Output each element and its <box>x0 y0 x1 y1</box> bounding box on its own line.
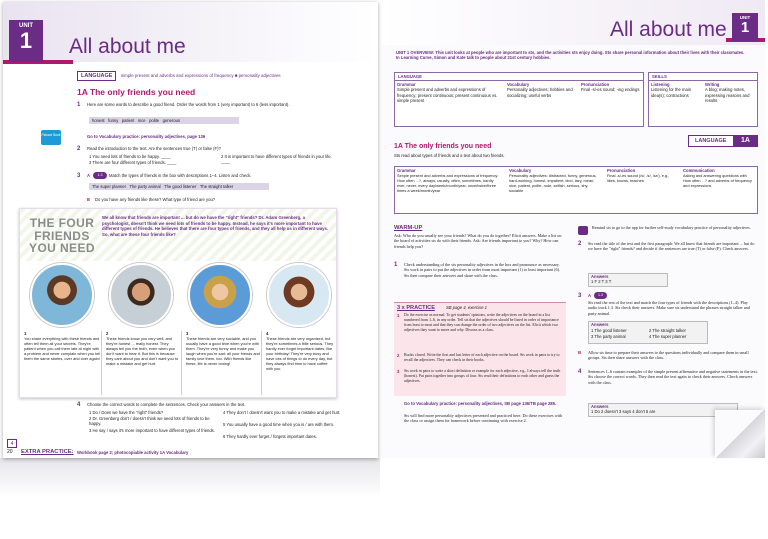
adjective-word: patient <box>121 118 135 123</box>
answer-item: 1 The good listener <box>591 328 627 333</box>
description-number: 2 <box>106 331 109 336</box>
step-4-number: 4 <box>578 369 582 375</box>
practice-item-text: Books closed. Write the first and last letter of each adjective on the board. Sts work in pairs to try to recall the adjectives. They can check in their books. <box>404 353 560 362</box>
adjective-word: nice <box>137 118 146 123</box>
unit-label: UNIT <box>19 23 33 29</box>
practice-box <box>394 302 566 396</box>
step-1-text: Check understanding of the six personality adjectives in the box and pronounce as necessary. Sts work in pairs to put the adjectives in order from most important (1) to least important (6). Sts then compare their answers and share with the class. <box>404 262 561 278</box>
reading-panel <box>19 208 337 398</box>
audio-track-button[interactable]: 1.3 <box>93 172 107 179</box>
app-reminder: Remind sts to go to the app for further self-study vocabulary practice of personality adjectives. <box>592 225 751 230</box>
language-grid <box>394 166 758 214</box>
warmup-title: WARM-UP <box>394 225 423 231</box>
grid-text: Personality adjectives: distracted, funny, generous, hard-working, honest, impatient, kind, lazy, mean, nice, patient, polite, rude, selfish, serious, shy, sociable <box>509 173 597 194</box>
exercise-4-instructions: Choose the correct words to complete the sentences. Check your answers in the text. <box>87 402 246 407</box>
grid-heading: Pronunciation <box>607 168 636 173</box>
exercise-2-item: 2 It is important to have different types of friends in your life. ____ <box>221 154 332 165</box>
language-col <box>581 82 641 93</box>
teacher-page <box>382 0 765 458</box>
page-shadow <box>0 458 380 498</box>
page-title: All about me <box>610 18 727 41</box>
grid-cell <box>395 167 505 194</box>
grid-cell <box>507 167 603 194</box>
exercise-2-number: 2 <box>77 146 81 152</box>
exercise-4-item: 2 Dr. Greenberg don't / doesn't think we need lots of friends to be happy. <box>89 416 210 427</box>
language-table-header: LANGUAGE <box>395 73 643 81</box>
step-3-number: 3 <box>578 293 582 299</box>
grid-heading: Vocabulary <box>509 168 532 173</box>
exercise-3b-instructions: Do you have any friends like these? What type of friend are you? <box>95 197 216 202</box>
section-title: 1A The only friends you need <box>394 143 492 150</box>
exercise-4-number: 4 <box>77 402 81 408</box>
description-1 <box>24 331 102 395</box>
description-number: 3 <box>186 331 189 336</box>
page-title: All about me <box>69 35 186 58</box>
friend-type: The party animal <box>129 184 161 189</box>
exercise-3-instructions: Match the types of friends in the box with descriptions 1–4. Listen and check. <box>109 173 252 178</box>
description-number: 4 <box>266 331 269 336</box>
friend-type: The straight talker <box>199 184 234 189</box>
answers-box-1 <box>588 273 668 287</box>
step-3-text: Sts read the rest of the text and match the four types of friends with the descriptions (1–4). Play audio track 1.3. Sts check their answers. Make sure sts understand the phrases straight talker and party animal. <box>588 300 750 316</box>
exercise-4-item: 6 They hardly ever forget / forgets important dates. <box>223 434 317 439</box>
practice-item <box>397 369 563 384</box>
practice-item-text: Sts work in pairs to write a short definition or example for each adjective, e.g., I always tell the truth (honest). Put pairs together into groups of four. Sts read their definitions to each other and guess the adjectives. <box>404 369 561 383</box>
unit-badge <box>732 13 758 41</box>
answers-label: Answers <box>591 404 609 409</box>
vocabulary-practice-text: Sts will find more personality adjectives presented and practiced here. Do these exercises with the class or assign them for homework before continuing with exercise 2. <box>404 413 563 424</box>
description-text: These friends know you very well, and they're honest ... really honest. They always tell you the truth, even when you don't want to hear it. But this is because they care about you and don't want you to make a mistake and get hurt. <box>106 336 179 367</box>
exercise-3b-letter: B <box>87 197 91 202</box>
friend-type: The super planner <box>92 184 126 189</box>
practice-title: 3 x PRACTICE <box>397 305 435 311</box>
skills-col-text: Listening for the main idea(s); contractions <box>651 87 692 98</box>
step-2-number: 2 <box>578 241 582 247</box>
exercise-2-item: 3 There are four different types of friends. ____ <box>89 160 177 165</box>
language-col-heading: Grammar <box>397 82 416 87</box>
header-band <box>3 2 378 62</box>
language-table <box>394 72 644 127</box>
description-2 <box>106 331 182 395</box>
language-tag: LANGUAGE <box>77 71 116 81</box>
grid-text: Final -s/-es sound (/s/, /z/, /ɪz/), e.g., likes, knows, teaches <box>607 173 670 184</box>
skills-col <box>651 82 701 98</box>
practice-item-number: 2 <box>397 353 400 358</box>
language-code-tag <box>688 135 758 147</box>
language-col <box>397 82 503 104</box>
unit-number: 1 <box>740 19 750 36</box>
page-curl[interactable] <box>715 410 765 458</box>
student-page <box>3 2 378 458</box>
friend-types-box <box>89 183 269 190</box>
step-3a-letter: A <box>588 293 592 298</box>
skills-col-heading: Listening <box>651 82 670 87</box>
friend-type: The good listener <box>164 184 197 189</box>
exercise-2-instructions: Read the introduction to the text. Are the sentences true (T) or false (F)? <box>87 146 221 151</box>
language-col-text: Simple present and adverbs and expressions of frequency; present continuous; present continuous vs. simple present <box>397 87 498 104</box>
unit-label: UNIT <box>739 15 751 20</box>
step-3b-letter: B <box>578 350 582 355</box>
friend-photo-4 <box>267 263 331 327</box>
unit-number: 1 <box>19 28 33 53</box>
palrace-book-icon[interactable]: Palrace Book <box>41 130 61 145</box>
practice-item <box>397 353 563 363</box>
adjective-word: funny <box>108 118 119 123</box>
answers-box-2 <box>588 321 708 344</box>
exercise-4-item: 5 You usually have a good time when you is / are with them. <box>223 422 335 427</box>
answer-item: 3 The party animal <box>591 334 626 339</box>
reading-intro: We all know that friends are important ... but do we have the "right" friends? Dr. Adam Greenberg, a psychologist, doesn't think we need lots of friends to be happy. Instead, he says it's more important to have different types of friends. He believes that there are four types of friends, and they all help us in different ways. So, what are these four friends like? <box>102 215 329 237</box>
step-1-number: 1 <box>394 262 398 268</box>
app-icon <box>578 226 588 235</box>
audio-track-button[interactable]: 1.3 <box>594 292 607 299</box>
description-4 <box>266 331 334 395</box>
practice-item-text: Do the exercise as normal. To get students' opinions, write the adjectives on the board in a list numbered from 1–6, in any order. Tell sts that the adjectives should be listed in order of importance from least to most and that they can change the order of two adjectives on the list. Elicit which two adjectives they want to move and why. Discuss as a class. <box>404 313 559 332</box>
vocabulary-practice-link[interactable]: Go to Vocabulary practice: personality adjectives, SB page 136/TB page 285. <box>404 401 557 406</box>
adjective-box <box>89 117 239 124</box>
step-3b-text: Allow sts time to prepare their answers to the questions individually and compare them in small groups. Sts then share answers with the class. <box>588 350 749 361</box>
grid-text: Simple present and adverbs and expressions of frequency: How often ...?, always, usually, often, sometimes, hardly ever, never, every day/week/month/year, once/twice/three times a week/month/year <box>397 173 499 194</box>
grid-cell <box>681 167 757 189</box>
answer-item: 2 The straight talker <box>649 328 686 333</box>
skills-col-text: A blog; making notes, expressing reasons and results <box>705 87 750 104</box>
grid-heading: Communication <box>683 168 715 173</box>
adjective-word: polite <box>149 118 160 123</box>
exercise-4-item: 4 They don't / doesn't want you to make a mistake and get hurt. <box>223 410 341 415</box>
skills-table <box>648 72 758 127</box>
reading-title: THE FOUR FRIENDS YOU NEED <box>29 216 95 255</box>
friend-photo-1 <box>30 263 94 327</box>
grid-heading: Grammar <box>397 168 416 173</box>
language-col <box>507 82 577 98</box>
description-number: 1 <box>24 331 27 336</box>
language-col-heading: Pronunciation <box>581 82 610 87</box>
step-2-text: Sts read the title of the text and the first paragraph: We all know that friends are important ... but do we have the "right" friends? and decide if the sentences are true (T) or false (F). Check answers. <box>588 241 755 252</box>
skills-col-heading: Writing <box>705 82 720 87</box>
unit-overview: UNIT 1 OVERVIEW: This unit looks at people who are important to sts, and the activities sts enjoy doing. Sts share personal information about their lives with their classmates. In Learning Curve, Simon and Kate talk to people about 21st century hobbies. <box>396 50 745 61</box>
language-col-text: Personality adjectives; hobbies and socializing; useful verbs <box>507 87 573 98</box>
exercise-4-item: 3 He say / says it's more important to have different types of friends. <box>89 428 215 433</box>
vocabulary-practice-link[interactable]: Go to Vocabulary practice: personality adjectives, page 136 <box>87 134 206 139</box>
warmup-text: Ask: Who do you usually see your friends? What do you do together? Elicit answers. Make a list on the board of activities sts do with their friends. Ask: Are friends important to you? Why? How can friends help you? <box>394 233 562 249</box>
page-badge: 4 <box>7 439 17 448</box>
practice-subtitle: SB page 4, exercise 1 <box>446 305 487 310</box>
extra-practice-text: Workbook page 2; photocopiable activity 1A Vocabulary <box>77 450 189 455</box>
practice-item <box>397 313 563 333</box>
adjective-word: generous <box>162 118 181 123</box>
language-description: simple present and adverbs and expressions of frequency ■ personality adjectives <box>121 73 281 78</box>
exercise-3-number: 3 <box>77 173 81 179</box>
friend-photo-2 <box>109 263 173 327</box>
language-col-heading: Vocabulary <box>507 82 530 87</box>
step-4-text: Sentences 1–6 contain examples of the simple present affirmative and negative statements in the text. Sts choose the correct words. They then read the text again to check their answers. Check answers with the class. <box>588 369 758 385</box>
description-text: These friends are very organized, but they're sometimes a little serious. They hardly ever forget important dates, like your birthday! They're very busy and have lots of things to do every day, but they always find time to have coffee with you. <box>266 336 334 372</box>
practice-item-number: 1 <box>397 313 400 318</box>
exercise-1-instructions: Here are some words to describe a good friend. Order the words from 1 (very important) to 6 (less important). <box>87 102 290 107</box>
answers-text: 1 F 2 T 3 T <box>591 279 612 285</box>
section-subtitle: Sts read about types of friends and a text about two friends. <box>394 153 505 158</box>
language-tag-code: 1A <box>733 135 758 147</box>
language-tag-label: LANGUAGE <box>695 138 727 144</box>
exercise-1-number: 1 <box>77 102 81 108</box>
exercise-3a-letter: A <box>87 173 91 178</box>
answers-label: Answers <box>591 274 609 279</box>
unit-badge <box>9 20 43 62</box>
section-title: 1A The only friends you need <box>77 87 196 97</box>
answers-label: Answers <box>591 322 609 327</box>
language-col-text: Final -s/-es sound; -ing endings <box>581 87 640 93</box>
adjective-word: honest <box>92 118 105 123</box>
practice-item-number: 3 <box>397 369 400 374</box>
answer-item: 4 The super planner <box>649 334 687 339</box>
description-3 <box>186 331 262 395</box>
page-number: 20 <box>7 449 13 455</box>
answers-text: 1 Do 2 doesn't 3 says 4 don't 5 are <box>591 409 656 415</box>
description-text: You share everything with these friends and often tell them all your secrets. They're patient when you call them late at night with a problem and never complain when you tell them the same stories, over and over again! <box>24 336 101 362</box>
extra-practice-label: EXTRA PRACTICE: <box>21 449 74 455</box>
grid-cell <box>605 167 679 184</box>
exercise-4-item: 1 Do / Does we have the "right" friends? <box>89 410 164 415</box>
description-text: These friends are very sociable, and you usually have a good time when you're with them. They're very funny and make you laugh when you're sad; all your friends and family love them, too. With friends like these, life is never boring! <box>186 336 260 367</box>
friend-photo-3 <box>188 263 252 327</box>
skills-col <box>705 82 757 104</box>
exercise-2-item: 1 You need lots of friends to be happy. ____ <box>89 154 171 159</box>
skills-table-header: SKILLS <box>649 73 757 81</box>
grid-text: Asking and answering questions with How often ...? and adverbs of frequency and expressions <box>683 173 752 189</box>
